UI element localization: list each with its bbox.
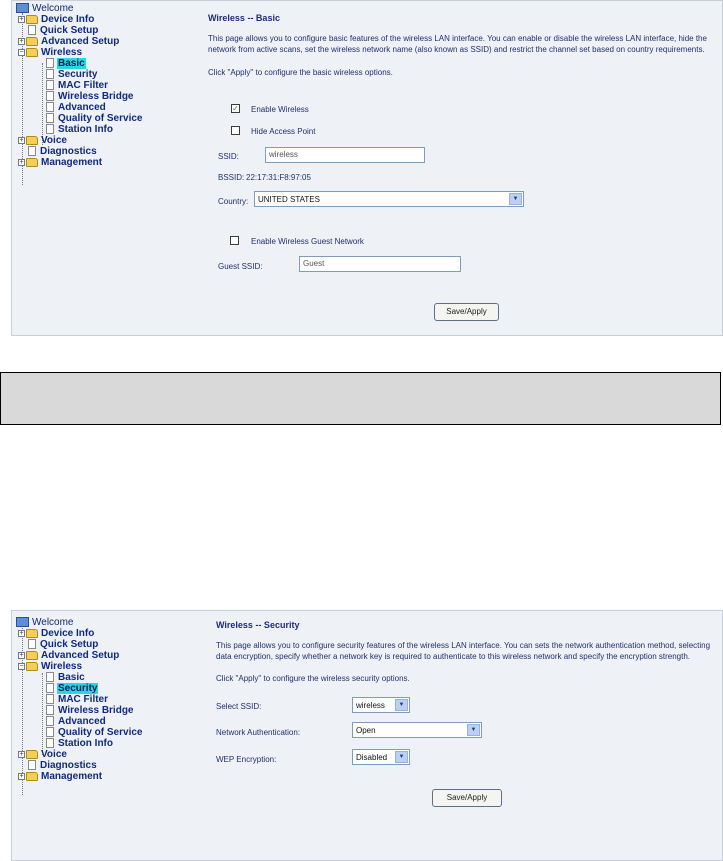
wireless-security-screenshot (11, 610, 723, 861)
tree-item-qos[interactable]: Quality of Service (46, 113, 143, 124)
bssid-label: BSSID: (218, 173, 245, 182)
dropdown-arrow-icon[interactable]: ▼ (395, 751, 408, 763)
network-auth-dropdown[interactable]: Open ▼ (352, 722, 482, 738)
page-description: This page allows you to configure basic features of the wireless LAN interface. You can enable or disable the wireless LAN interface, hide the network from active scans, set the wireless network name (also known as SSID) and restrict the channel set based on country requirements. (208, 34, 707, 54)
expand-icon[interactable]: + (19, 137, 24, 144)
tree-item-mac-filter[interactable]: MAC Filter (46, 80, 109, 91)
page-description: This page allows you to configure security features of the wireless LAN interface. You can sets the network authentication method, selecting data encryption, specify whether a network key is required to authenticate to this wireless network and specify the encryption strength. (216, 641, 711, 661)
expand-icon[interactable]: + (19, 38, 24, 45)
folder-icon (26, 750, 38, 759)
tree-item-advanced-setup[interactable]: + Advanced Setup (19, 650, 120, 661)
tree-item-device-info[interactable]: + Device Info (19, 628, 95, 639)
collapse-icon[interactable]: − (19, 663, 24, 670)
page-icon (46, 716, 54, 726)
tree-item-management[interactable]: + Management (19, 771, 103, 782)
enable-wireless-label: Enable Wireless (251, 105, 309, 114)
guest-ssid-input[interactable]: Guest (299, 256, 461, 272)
guest-ssid-label: Guest SSID: (218, 262, 263, 271)
expand-icon[interactable]: + (19, 773, 24, 780)
folder-icon (26, 136, 38, 145)
tree-item-mac-filter[interactable]: MAC Filter (46, 694, 109, 705)
dropdown-arrow-icon[interactable]: ▼ (395, 699, 408, 711)
page-icon (46, 705, 54, 715)
page-icon (46, 672, 54, 682)
tree-item-basic[interactable]: Basic (46, 58, 86, 69)
page-title: Wireless -- Basic (208, 13, 280, 23)
page-icon (46, 69, 54, 79)
page-icon (28, 639, 36, 649)
save-apply-button[interactable]: Save/Apply (432, 789, 502, 807)
tree-item-diagnostics[interactable]: Diagnostics (28, 760, 98, 771)
folder-icon (26, 158, 38, 167)
tree-item-advanced[interactable]: Advanced (46, 102, 107, 113)
ssid-input[interactable]: wireless (265, 147, 425, 163)
note-box (0, 372, 721, 425)
page-icon (46, 113, 54, 123)
page-icon (28, 146, 36, 156)
computer-icon (16, 617, 29, 627)
wireless-basic-screenshot (11, 0, 723, 336)
tree-item-security[interactable]: Security (46, 69, 98, 80)
tree-item-quick-setup[interactable]: Quick Setup (28, 25, 99, 36)
bssid-value: 22:17:31:F8:97:05 (246, 173, 311, 182)
folder-icon (26, 651, 38, 660)
page-icon (46, 58, 54, 68)
folder-icon (26, 15, 38, 24)
collapse-icon[interactable]: − (19, 49, 24, 56)
page-icon (28, 760, 36, 770)
page-icon (46, 683, 54, 693)
dropdown-arrow-icon[interactable]: ▼ (467, 724, 480, 736)
expand-icon[interactable]: + (19, 751, 24, 758)
country-label: Country: (218, 197, 249, 206)
hide-access-point-checkbox[interactable] (231, 126, 240, 135)
wep-encryption-dropdown[interactable]: Disabled ▼ (352, 749, 410, 765)
select-ssid-label: Select SSID: (216, 702, 262, 711)
tree-item-advanced[interactable]: Advanced (46, 716, 107, 727)
tree-item-welcome[interactable]: Welcome (16, 617, 75, 628)
tree-item-wireless[interactable]: − Wireless (19, 661, 83, 672)
enable-guest-network-checkbox[interactable] (230, 236, 239, 245)
page-icon (46, 91, 54, 101)
page-icon (28, 25, 36, 35)
wep-encryption-label: WEP Encryption: (216, 755, 277, 764)
expand-icon[interactable]: + (19, 630, 24, 637)
tree-item-station-info[interactable]: Station Info (46, 124, 114, 135)
ssid-label: SSID: (218, 152, 239, 161)
tree-item-voice[interactable]: + Voice (19, 135, 67, 146)
network-auth-label: Network Authentication: (216, 728, 301, 737)
enable-wireless-checkbox[interactable]: ✓ (232, 104, 239, 113)
country-select[interactable]: UNITED STATES ▼ (254, 191, 524, 207)
tree-item-station-info[interactable]: Station Info (46, 738, 114, 749)
tree-item-qos[interactable]: Quality of Service (46, 727, 143, 738)
tree-item-voice[interactable]: + Voice (19, 749, 67, 760)
hide-access-point-label: Hide Access Point (251, 127, 316, 136)
tree-item-security[interactable]: Security (46, 683, 98, 694)
tree-item-diagnostics[interactable]: Diagnostics (28, 146, 98, 157)
apply-hint: Click "Apply" to configure the wireless security options. (216, 674, 410, 683)
tree-item-wireless-bridge[interactable]: Wireless Bridge (46, 91, 135, 102)
tree-item-management[interactable]: + Management (19, 157, 103, 168)
select-ssid-dropdown[interactable]: wireless ▼ (352, 697, 410, 713)
tree-item-advanced-setup[interactable]: + Advanced Setup (19, 36, 120, 47)
page-icon (46, 738, 54, 748)
folder-icon (26, 629, 38, 638)
folder-open-icon (26, 48, 38, 57)
tree-item-wireless[interactable]: − Wireless (19, 47, 83, 58)
page-icon (46, 124, 54, 134)
save-apply-button[interactable]: Save/Apply (434, 303, 499, 321)
expand-icon[interactable]: + (19, 159, 24, 166)
folder-icon (26, 772, 38, 781)
expand-icon[interactable]: + (19, 16, 24, 23)
tree-item-device-info[interactable]: + Device Info (19, 14, 95, 25)
tree-item-wireless-bridge[interactable]: Wireless Bridge (46, 705, 135, 716)
apply-hint: Click "Apply" to configure the basic wireless options. (208, 68, 393, 77)
page-title: Wireless -- Security (216, 620, 300, 630)
dropdown-arrow-icon[interactable]: ▼ (509, 193, 522, 205)
page-icon (46, 80, 54, 90)
tree-item-basic[interactable]: Basic (46, 672, 86, 683)
tree-item-welcome[interactable]: Welcome (16, 3, 75, 14)
expand-icon[interactable]: + (19, 652, 24, 659)
page-icon (46, 727, 54, 737)
folder-open-icon (26, 662, 38, 671)
tree-item-quick-setup[interactable]: Quick Setup (28, 639, 99, 650)
enable-guest-network-label: Enable Wireless Guest Network (251, 237, 364, 246)
page-icon (46, 102, 54, 112)
folder-icon (26, 37, 38, 46)
page-icon (46, 694, 54, 704)
computer-icon (16, 3, 29, 13)
